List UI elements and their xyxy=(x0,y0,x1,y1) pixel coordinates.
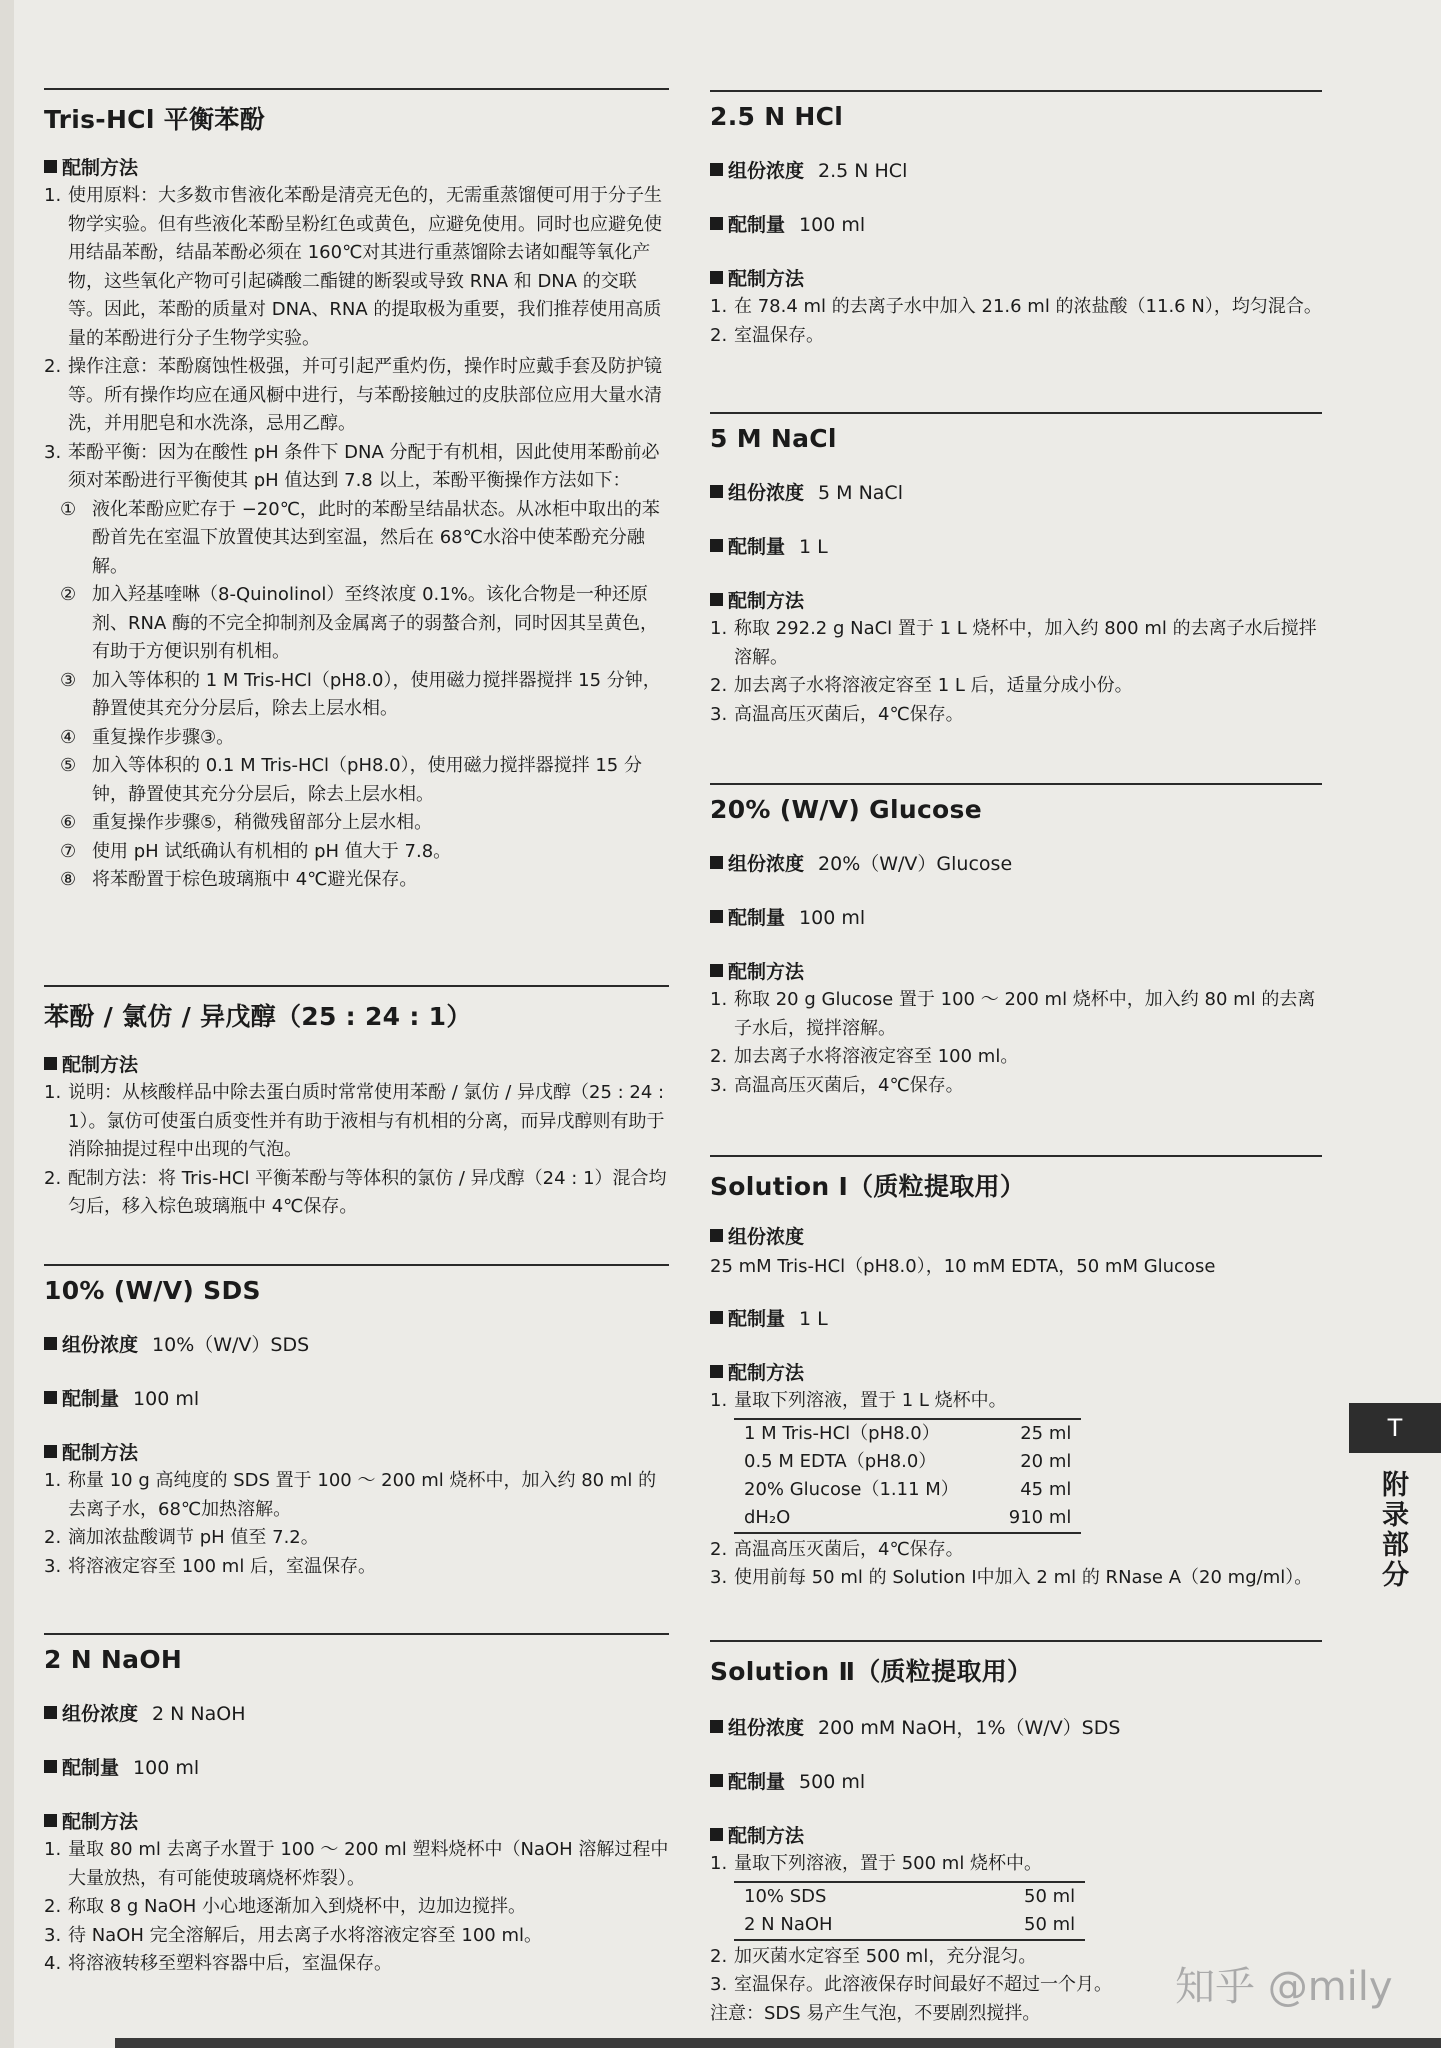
table-row: 20% Glucose（1.11 M） 45 ml xyxy=(744,1478,1072,1500)
section-title: Solution Ⅱ（质粒提取用） xyxy=(710,1657,1033,1686)
list-item: 1. 使用原料：大多数市售液化苯酚是清亮无色的，无需重蒸馏便可用于分子生物学实验。但有些液化苯酚呈粉红色或黄色，应避免使用。同时也应避免使用结晶苯酚，结晶苯酚必须在 160℃对其进行重蒸馏除去诸如醌等氧化产物，这些氧化产物可引起磷酸二酯键的断裂或导致 RNA 和 DNA 的交联等。因此，苯酚的质量对 DNA、RNA 的提取极为重要，我们推荐使用高质量的苯酚进行分子生物学实验。 xyxy=(44,185,662,349)
method-heading: 配制方法 xyxy=(710,1822,1322,1850)
square-bullet-icon xyxy=(44,1445,57,1458)
section-naoh xyxy=(44,1633,669,1979)
section-rule xyxy=(44,985,669,987)
list-item: 3. 待 NaOH 完全溶解后，用去离子水将溶液定容至 100 ml。 xyxy=(44,1924,542,1946)
list-item: 2. 称取 8 g NaOH 小心地逐渐加入到烧杯中，边加边搅拌。 xyxy=(44,1896,526,1917)
section-rule xyxy=(710,90,1322,92)
square-bullet-icon xyxy=(44,1337,57,1350)
section-title: 苯酚 / 氯仿 / 异戊醇（25 : 24 : 1） xyxy=(44,1002,472,1031)
list-item: ⑥ 重复操作步骤⑤，稍微残留部分上层水相。 xyxy=(60,812,433,833)
square-bullet-icon xyxy=(710,1828,723,1841)
section-rule xyxy=(710,412,1322,414)
list-item: 2. 配制方法：将 Tris-HCl 平衡苯酚与等体积的氯仿 / 异戊醇（24 : 1）混合均匀后，移入棕色玻璃瓶中 4℃保存。 xyxy=(44,1167,667,1217)
list-item: 1. 量取下列溶液，置于 500 ml 烧杯中。 xyxy=(710,1853,1043,1874)
table-row: 1 M Tris-HCl（pH8.0） 25 ml xyxy=(744,1422,1072,1444)
section-rule xyxy=(44,1633,669,1635)
section-title: Solution Ⅰ（质粒提取用） xyxy=(710,1172,1026,1201)
concentration-field: 组份浓度 10%（W/V）SDS xyxy=(44,1331,669,1359)
step-list xyxy=(44,1079,669,1222)
square-bullet-icon xyxy=(44,1391,57,1404)
list-item: 2. 加灭菌水定容至 500 ml，充分混匀。 xyxy=(710,1945,1037,1967)
table-row: dH₂O 910 ml xyxy=(744,1506,1072,1528)
square-bullet-icon xyxy=(710,1311,723,1324)
list-item: 1. 量取下列溶液，置于 1 L 烧杯中。 xyxy=(710,1390,1007,1411)
step-list xyxy=(44,1467,669,1581)
section-tab-marker: T xyxy=(1349,1403,1441,1453)
list-item: 1. 在 78.4 ml 的去离子水中加入 21.6 ml 的浓盐酸（11.6 N），均匀混合。 xyxy=(710,296,1322,317)
step-list xyxy=(710,293,1322,350)
method-heading: 配制方法 xyxy=(710,958,1322,986)
list-item: 1. 称量 10 g 高纯度的 SDS 置于 100 ～ 200 ml 烧杯中，加入约 80 ml 的去离子水，68℃加热溶解。 xyxy=(44,1470,657,1520)
section-title: 5 M NaCl xyxy=(710,424,837,453)
list-item: 3. 高温高压灭菌后，4℃保存。 xyxy=(710,1074,964,1096)
list-item: ⑤ 加入等体积的 0.1 M Tris-HCl（pH8.0），使用磁力搅拌器搅拌 15 分钟，静置使其充分分层后，除去上层水相。 xyxy=(60,755,642,805)
amount-field: 配制量 1 L xyxy=(710,533,1322,561)
amount-field: 配制量 1 L xyxy=(710,1305,1322,1333)
list-item: ② 加入羟基喹啉（8-Quinolinol）至终浓度 0.1%。该化合物是一种还原剂、RNA 酶的不完全抑制剂及金属离子的弱螯合剂，同时因其呈黄色，有助于方便识别有机相。 xyxy=(60,584,659,662)
table-row: 2 N NaOH 50 ml xyxy=(744,1913,1076,1935)
method-heading: 配制方法 xyxy=(710,1359,1322,1387)
amount-field: 配制量 100 ml xyxy=(710,211,1322,239)
concentration-field: 组份浓度 2.5 N HCl xyxy=(710,157,1322,185)
square-bullet-icon xyxy=(710,1774,723,1787)
substep-list xyxy=(44,496,669,895)
square-bullet-icon xyxy=(710,910,723,923)
square-bullet-icon xyxy=(710,856,723,869)
square-bullet-icon xyxy=(44,1057,57,1070)
amount-field: 配制量 500 ml xyxy=(710,1768,1322,1796)
list-item: 3. 使用前每 50 ml 的 Solution Ⅰ中加入 2 ml 的 RNase A（20 mg/ml）。 xyxy=(710,1567,1313,1588)
list-item: 2. 操作注意：苯酚腐蚀性极强，并可引起严重灼伤，操作时应戴手套及防护镜等。所有操作均应在通风橱中进行，与苯酚接触过的皮肤部位应用大量水清洗，并用肥皂和水洗涤，忌用乙醇。 xyxy=(44,356,662,434)
square-bullet-icon xyxy=(710,539,723,552)
section-title: 2.5 N HCl xyxy=(710,102,844,131)
section-title: 10% (W/V) SDS xyxy=(44,1276,261,1305)
concentration-field: 组份浓度 20%（W/V）Glucose xyxy=(710,850,1322,878)
square-bullet-icon xyxy=(710,1720,723,1733)
list-item: 4. 将溶液转移至塑料容器中后，室温保存。 xyxy=(44,1953,392,1974)
list-item: 2. 加去离子水将溶液定容至 1 L 后，适量分成小份。 xyxy=(710,675,1133,696)
square-bullet-icon xyxy=(710,964,723,977)
step-list xyxy=(44,1836,669,1979)
step-list xyxy=(44,182,669,496)
page-edge xyxy=(0,0,14,2048)
step-list xyxy=(710,1387,1322,1416)
section-rule xyxy=(710,783,1322,785)
step-list xyxy=(710,1536,1322,1593)
table-row: 0.5 M EDTA（pH8.0） 20 ml xyxy=(744,1450,1072,1472)
list-item: 3. 将溶液定容至 100 ml 后，室温保存。 xyxy=(44,1555,377,1577)
list-item: 1. 称取 20 g Glucose 置于 100 ～ 200 ml 烧杯中，加入约 80 ml 的去离子水后，搅拌溶解。 xyxy=(710,989,1316,1039)
square-bullet-icon xyxy=(710,593,723,606)
watermark: 知乎 @mily xyxy=(1175,1964,1393,2010)
amount-field: 配制量 100 ml xyxy=(710,904,1322,932)
section-solution-1 xyxy=(710,1155,1322,1593)
section-pci xyxy=(44,985,669,1222)
note-text: 注意：SDS 易产生气泡，不要剧烈搅拌。 xyxy=(710,2002,1041,2024)
square-bullet-icon xyxy=(44,1760,57,1773)
square-bullet-icon xyxy=(710,217,723,230)
concentration-field: 组份浓度 200 mM NaOH，1%（W/V）SDS xyxy=(710,1714,1322,1742)
section-rule xyxy=(710,1640,1322,1642)
step-list xyxy=(710,986,1322,1100)
appendix-side-label: 附录部分 xyxy=(1377,1470,1408,1590)
square-bullet-icon xyxy=(710,271,723,284)
square-bullet-icon xyxy=(710,1365,723,1378)
list-item: 2. 室温保存。 xyxy=(710,324,824,346)
section-title: 2 N NaOH xyxy=(44,1645,183,1674)
list-item: ④ 重复操作步骤③。 xyxy=(60,726,235,748)
concentration-heading: 组份浓度 xyxy=(710,1223,1322,1251)
method-heading: 配制方法 xyxy=(710,265,1322,293)
method-heading: 配制方法 xyxy=(44,1439,669,1467)
step-list xyxy=(710,615,1322,729)
square-bullet-icon xyxy=(44,1814,57,1827)
page-bottom-edge xyxy=(115,2038,1441,2048)
section-sds xyxy=(44,1264,669,1581)
amount-field: 配制量 100 ml xyxy=(44,1754,669,1782)
section-glucose xyxy=(710,783,1322,1100)
section-rule xyxy=(710,1155,1322,1157)
recipe-table xyxy=(734,1881,1085,1941)
list-item: ⑧ 将苯酚置于棕色玻璃瓶中 4℃避光保存。 xyxy=(60,869,418,890)
list-item: 1. 说明：从核酸样品中除去蛋白质时常常使用苯酚 / 氯仿 / 异戊醇（25 : 24 : 1）。氯仿可使蛋白质变性并有助于液相与有机相的分离，而异戊醇则有助于消除抽提过程中出现的气泡。 xyxy=(44,1082,665,1160)
list-item: 3. 室温保存。此溶液保存时间最好不超过一个月。 xyxy=(710,1974,1112,1995)
square-bullet-icon xyxy=(710,1229,723,1242)
square-bullet-icon xyxy=(710,163,723,176)
section-nacl xyxy=(710,412,1322,729)
list-item: 1. 称取 292.2 g NaCl 置于 1 L 烧杯中，加入约 800 ml 的去离子水后搅拌溶解。 xyxy=(710,618,1317,668)
section-rule xyxy=(44,1264,669,1266)
square-bullet-icon xyxy=(710,485,723,498)
list-item: ⑦ 使用 pH 试纸确认有机相的 pH 值大于 7.8。 xyxy=(60,840,452,862)
section-title: Tris-HCl 平衡苯酚 xyxy=(44,105,265,134)
list-item: ① 液化苯酚应贮存于 −20℃，此时的苯酚呈结晶状态。从冰柜中取出的苯酚首先在室温下放置使其达到室温，然后在 68℃水浴中使苯酚充分融解。 xyxy=(60,498,660,577)
list-item: 3. 高温高压灭菌后，4℃保存。 xyxy=(710,703,964,725)
square-bullet-icon xyxy=(44,160,57,173)
list-item: 2. 加去离子水将溶液定容至 100 ml。 xyxy=(710,1046,1019,1067)
recipe-table xyxy=(734,1418,1081,1534)
section-tris-phenol xyxy=(44,88,669,895)
method-heading: 配制方法 xyxy=(44,1051,669,1079)
section-hcl xyxy=(710,90,1322,350)
list-item: 1. 量取 80 ml 去离子水置于 100 ～ 200 ml 塑料烧杯中（NaOH 溶解过程中大量放热，有可能使玻璃烧杯炸裂）。 xyxy=(44,1839,669,1889)
method-heading: 配制方法 xyxy=(710,587,1322,615)
concentration-value: 25 mM Tris-HCl（pH8.0），10 mM EDTA，50 mM Glucose xyxy=(710,1256,1216,1277)
step-list xyxy=(710,1850,1322,1879)
concentration-field: 组份浓度 2 N NaOH xyxy=(44,1700,669,1728)
amount-field: 配制量 100 ml xyxy=(44,1385,669,1413)
table-row: 10% SDS 50 ml xyxy=(744,1885,1076,1907)
section-title: 20% (W/V) Glucose xyxy=(710,795,982,824)
method-heading: 配制方法 xyxy=(44,154,669,182)
list-item: 2. 高温高压灭菌后，4℃保存。 xyxy=(710,1538,964,1560)
method-heading: 配制方法 xyxy=(44,1808,669,1836)
concentration-field: 组份浓度 5 M NaCl xyxy=(710,479,1322,507)
square-bullet-icon xyxy=(44,1706,57,1719)
list-item: 2. 滴加浓盐酸调节 pH 值至 7.2。 xyxy=(44,1527,319,1548)
list-item: 3. 苯酚平衡：因为在酸性 pH 条件下 DNA 分配于有机相，因此使用苯酚前必须对苯酚进行平衡使其 pH 值达到 7.8 以上，苯酚平衡操作方法如下： xyxy=(44,441,660,491)
section-rule xyxy=(44,88,669,90)
list-item: ③ 加入等体积的 1 M Tris-HCl（pH8.0），使用磁力搅拌器搅拌 15 分钟，静置使其充分分层后，除去上层水相。 xyxy=(60,669,661,719)
